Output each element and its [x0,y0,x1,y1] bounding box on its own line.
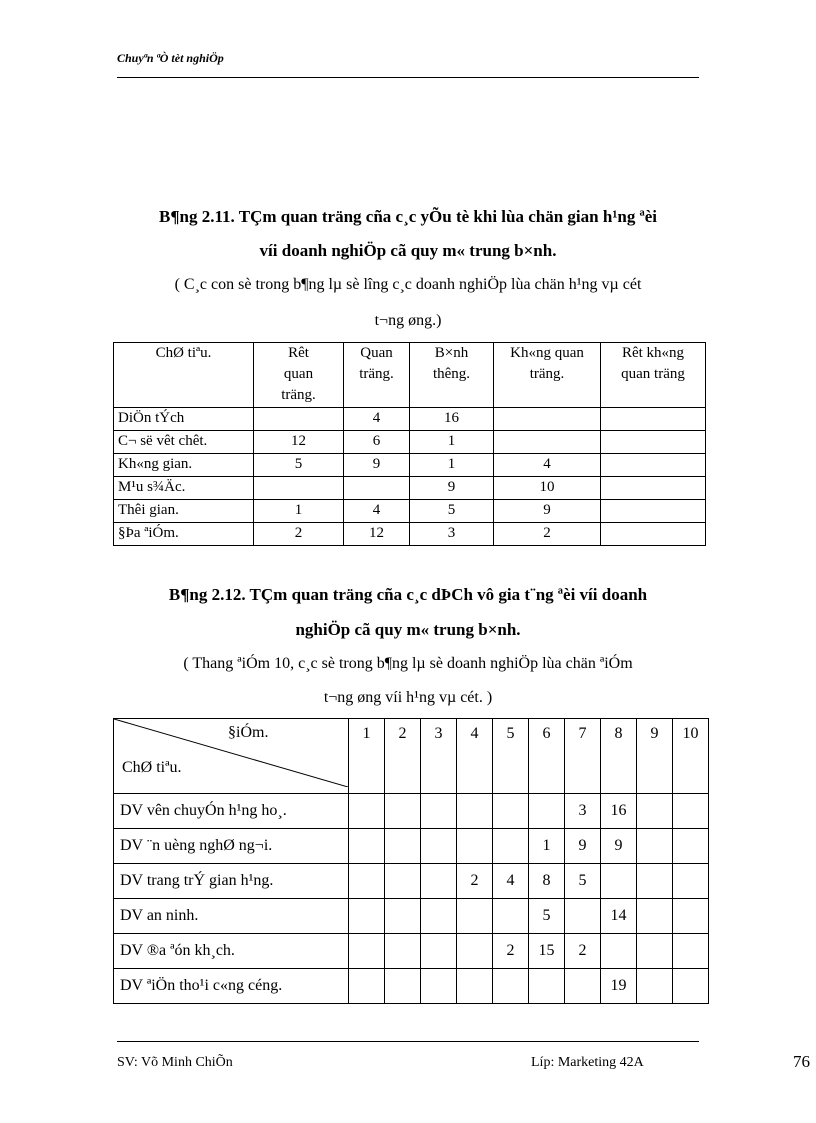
table-cell [349,794,385,829]
table-cell [349,934,385,969]
table1-header-cell: B×nh thêng. [410,343,494,408]
row-label: Kh«ng gian. [114,454,254,477]
table-cell: 2 [254,523,344,546]
table-cell [601,500,706,523]
score-header-cell: 5 [493,719,529,794]
table1-title-line2: víi doanh nghiÖp cã quy m« trung b×nh. [259,241,557,260]
student-name: SV: Võ Minh ChiÕn [117,1055,233,1070]
table-cell [673,794,709,829]
running-header: Chuyªn ªÒ tèt nghiÖp [117,51,224,65]
table2-header-row [114,719,709,794]
row-label: DV trang trÝ gian h¹ng. [114,864,349,899]
table-cell: 6 [344,431,410,454]
table-cell [493,899,529,934]
table-cell [421,829,457,864]
table-cell [637,969,673,1004]
table-cell [673,899,709,934]
table-cell [349,829,385,864]
table-cell [254,477,344,500]
table-cell [637,829,673,864]
diagonal-corner-cell [114,719,349,794]
table-cell: 14 [601,899,637,934]
table2-title-line1: B¶ng 2.12. TÇm quan träng cña c¸c dÞCh vô gia t¨ng ªèi víi doanh [168,585,648,604]
table-cell [385,969,421,1004]
value-added-services-table [113,718,709,1004]
table-cell [385,794,421,829]
table-cell [385,934,421,969]
table1-header-row [114,343,706,408]
table-cell [565,899,601,934]
score-header-cell: 2 [385,719,421,794]
row-label: C¬ së vêt chêt. [114,431,254,454]
table-cell [637,899,673,934]
criteria-axis-label: ChØ tiªu. [122,759,182,776]
table-cell: 2 [457,864,493,899]
table-cell [349,899,385,934]
table-cell: 9 [494,500,601,523]
table-row [114,431,706,454]
footer-rule [117,1041,699,1042]
table-cell: 9 [410,477,494,500]
table1-header-cell: Quan träng. [344,343,410,408]
score-header-cell: 8 [601,719,637,794]
score-header-cell: 7 [565,719,601,794]
table2-note-line2: t¬ng øng víi h¹ng vµ cét. ) [323,689,493,706]
table1-header-cell: ChØ tiªu. [114,343,254,408]
row-label: DiÖn tÝch [114,408,254,431]
table-cell [601,477,706,500]
table-row [114,899,709,934]
table1-header-cell: Rêt quan träng. [254,343,344,408]
table-cell: 12 [344,523,410,546]
table-cell: 19 [601,969,637,1004]
table-cell [254,408,344,431]
table-row [114,500,706,523]
table-cell: 3 [410,523,494,546]
table-cell [601,454,706,477]
table-cell: 5 [410,500,494,523]
table-cell: 12 [254,431,344,454]
row-label: DV vên chuyÓn h¹ng ho¸. [114,794,349,829]
table-row [114,454,706,477]
table-cell: 4 [494,454,601,477]
table-cell [457,829,493,864]
table-cell: 4 [493,864,529,899]
table-cell [529,794,565,829]
table-cell [601,864,637,899]
table-row [114,408,706,431]
table-cell [421,864,457,899]
row-label: DV ®a ªón kh¸ch. [114,934,349,969]
table-cell [349,864,385,899]
table-cell: 1 [410,431,494,454]
table-row [114,969,709,1004]
table-cell: 9 [601,829,637,864]
table-cell [673,934,709,969]
score-header-cell: 9 [637,719,673,794]
row-label: DV an ninh. [114,899,349,934]
table-cell [344,477,410,500]
table-row [114,864,709,899]
table-cell [457,794,493,829]
table-cell: 1 [254,500,344,523]
table-cell [421,969,457,1004]
table-cell [601,523,706,546]
table-cell: 5 [254,454,344,477]
table-cell [565,969,601,1004]
table-cell: 3 [565,794,601,829]
table-cell [385,864,421,899]
table-cell [637,794,673,829]
table-cell: 2 [565,934,601,969]
table-row [114,934,709,969]
score-header-cell: 3 [421,719,457,794]
table-cell [457,899,493,934]
score-axis-label: §iÓm. [228,724,269,741]
table-cell [601,408,706,431]
table1-title-line1: B¶ng 2.11. TÇm quan träng cña c¸c yÕu tè khi lùa chän gian h¹ng ªèi [159,207,657,226]
table-cell [494,431,601,454]
table-row [114,523,706,546]
class-name: Líp: Marketing 42A [531,1055,644,1070]
table1-note-line2: t¬ng øng.) [374,312,442,329]
table-cell [493,794,529,829]
table-cell: 2 [494,523,601,546]
table2-title-line2: nghiÖp cã quy m« trung b×nh. [295,620,521,639]
header-rule [117,77,699,78]
table-row [114,829,709,864]
page-number: 76 [793,1052,810,1071]
table-cell [637,934,673,969]
table1-header-cell: Kh«ng quan träng. [494,343,601,408]
table-cell: 16 [601,794,637,829]
score-header-cell: 1 [349,719,385,794]
row-label: DV ¨n uèng nghØ ng¬i. [114,829,349,864]
row-label: §Þa ªiÓm. [114,523,254,546]
table-cell [349,969,385,1004]
score-header-cell: 4 [457,719,493,794]
table-cell [601,431,706,454]
table-cell [529,969,565,1004]
table-cell [457,969,493,1004]
table2-note-line1: ( Thang ªiÓm 10, c¸c sè trong b¶ng lµ sè doanh nghiÖp lùa chän ªiÓm [183,655,633,672]
table-row [114,477,706,500]
importance-factors-table [113,342,706,546]
table-cell [493,829,529,864]
table-cell: 8 [529,864,565,899]
row-label: DV ªiÖn tho¹i c«ng céng. [114,969,349,1004]
table-cell [493,969,529,1004]
table-cell [385,899,421,934]
table-cell [673,969,709,1004]
table-cell: 4 [344,408,410,431]
table-cell [673,829,709,864]
score-header-cell: 10 [673,719,709,794]
table-cell: 9 [565,829,601,864]
table-cell: 1 [529,829,565,864]
table-cell [421,934,457,969]
table-cell: 10 [494,477,601,500]
table1-note-line1: ( C¸c con sè trong b¶ng lµ sè lîng c¸c doanh nghiÖp lùa chän h¹ng vµ cét [174,276,642,293]
table-cell: 5 [565,864,601,899]
score-header-cell: 6 [529,719,565,794]
table-cell [601,934,637,969]
table-cell: 5 [529,899,565,934]
table-cell: 15 [529,934,565,969]
table-cell [421,899,457,934]
table-cell [673,864,709,899]
table-cell: 4 [344,500,410,523]
table-cell: 16 [410,408,494,431]
table-cell: 9 [344,454,410,477]
table-cell: 1 [410,454,494,477]
table-cell: 2 [493,934,529,969]
table-cell [637,864,673,899]
table-cell [457,934,493,969]
table1-header-cell: Rêt kh«ng quan träng [601,343,706,408]
table-row [114,794,709,829]
table-cell [494,408,601,431]
row-label: Thêi gian. [114,500,254,523]
table-cell [385,829,421,864]
row-label: M¹u s¾Äc. [114,477,254,500]
table-cell [421,794,457,829]
